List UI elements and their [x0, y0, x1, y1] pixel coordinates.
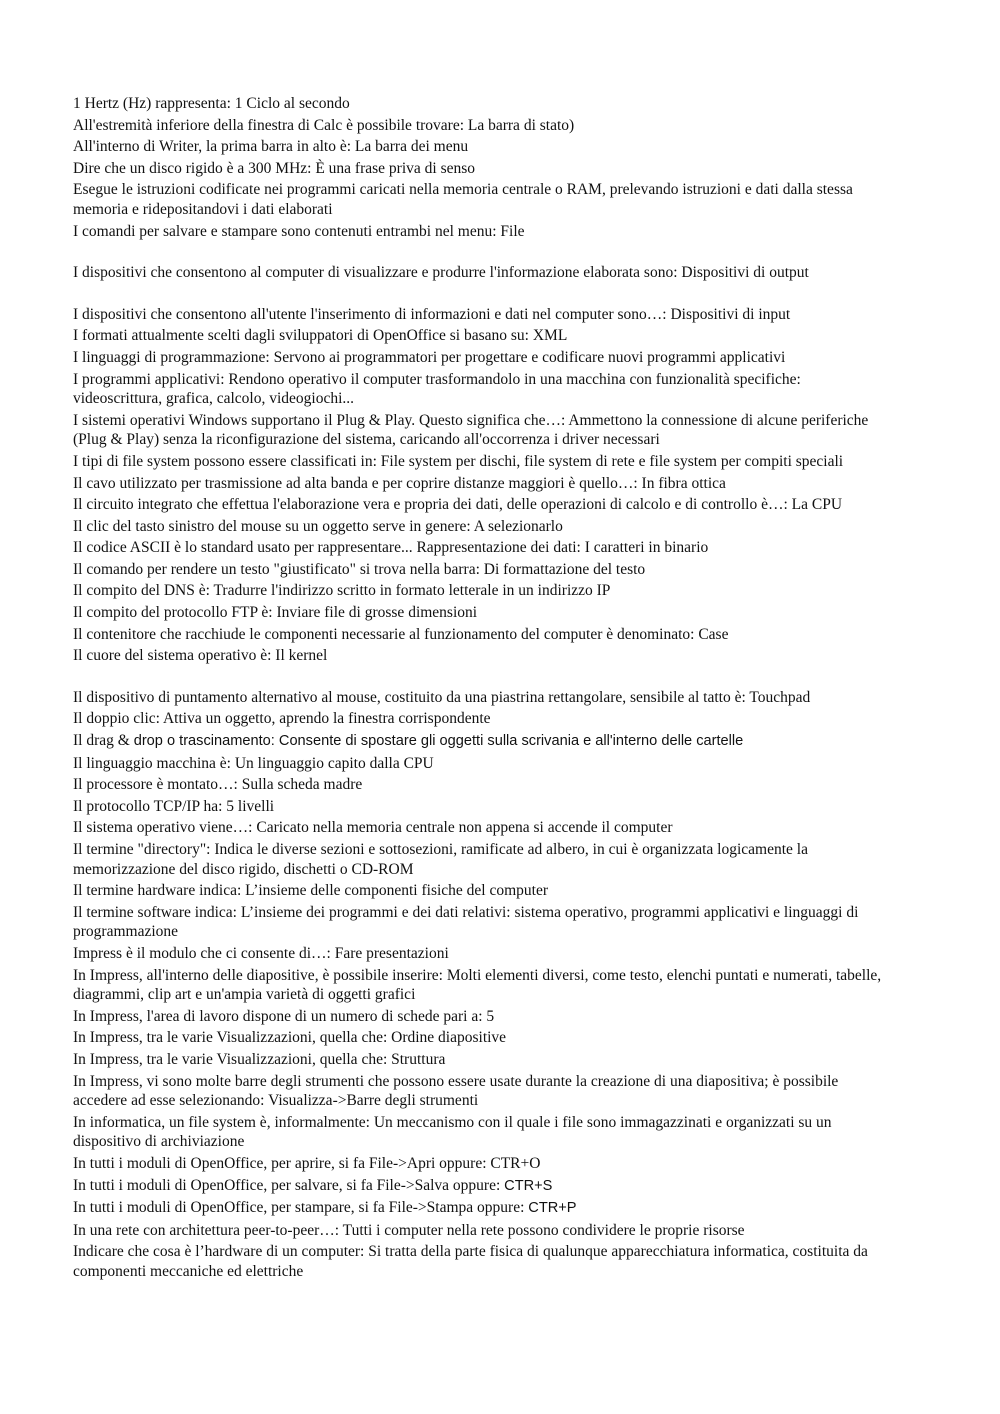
text-line: In informatica, un file system è, informalmente: Un meccanismo con il quale i file sono immagazzinati e organizzati su un dispositivo di archiviazione	[73, 1113, 832, 1151]
text-segment-sans: drop o trascinamento: Consente di spostare gli oggetti sulla scrivania e all'interno delle cartelle	[133, 733, 744, 750]
text-line: Il processore è montato…: Sulla scheda madre	[73, 776, 363, 794]
text-line: In Impress, tra le varie Visualizzazioni, quella che: Struttura	[73, 1050, 446, 1068]
text-line: In Impress, all'interno delle diapositive, è possibile inserire: Molti elementi diversi, come testo, elenchi puntati e numerati, tabelle, diagrammi, clip art e un'ampia varietà di oggetti grafici	[73, 966, 882, 1004]
text-line: In una rete con architettura peer-to-peer…: Tutti i computer nella rete possono condividere le proprie risorse	[73, 1221, 745, 1239]
text-line: Il cuore del sistema operativo è: Il kernel	[73, 647, 328, 665]
text-line	[73, 731, 883, 752]
text-line: Il protocollo TCP/IP ha: 5 livelli	[73, 797, 275, 815]
text-line	[73, 1176, 883, 1197]
text-segment: In tutti i moduli di OpenOffice, per stampare, si fa File->Stampa oppure:	[73, 1199, 529, 1217]
text-segment: Il drag &	[73, 732, 134, 750]
text-line: Il clic del tasto sinistro del mouse su un oggetto serve in genere: A selezionarlo	[73, 517, 563, 535]
text-line: All'interno di Writer, la prima barra in alto è: La barra dei menu	[73, 138, 469, 156]
text-line: Impress è il modulo che ci consente di…: Fare presentazioni	[73, 944, 449, 962]
shortcut-text: CTR+P	[528, 1200, 577, 1217]
text-line: Il comando per rendere un testo "giustificato" si trova nella barra: Di formattazione del testo	[73, 560, 646, 578]
text-line: In Impress, vi sono molte barre degli strumenti che possono essere usate durante la creazione di una diapositiva; è possibile accedere ad esse selezionando: Visualizza->Barre degli strumenti	[73, 1072, 839, 1110]
text-line: I tipi di file system possono essere classificati in: File system per dischi, file system di rete e file system per compiti speciali	[73, 452, 844, 470]
text-line: In Impress, tra le varie Visualizzazioni, quella che: Ordine diapositive	[73, 1029, 507, 1047]
text-line: I dispositivi che consentono al computer di visualizzare e produrre l'informazione elaborata sono: Dispositivi di output	[73, 264, 809, 282]
text-line: Il contenitore che racchiude le componenti necessarie al funzionamento del computer è denominato: Case	[73, 625, 729, 643]
text-line: Dire che un disco rigido è a 300 MHz: È una frase priva di senso	[73, 159, 476, 177]
text-line: Il termine hardware indica: L’insieme delle componenti fisiche del computer	[73, 882, 549, 900]
text-line: Il termine "directory": Indica le diverse sezioni e sottosezioni, ramificate ad albero, in cui è organizzata logicamente la memorizzazione del disco rigido, dischetti o CD-ROM	[73, 841, 808, 878]
text-line: In Impress, l'area di lavoro dispone di un numero di schede pari a: 5	[73, 1007, 495, 1025]
text-line: I formati attualmente scelti dagli sviluppatori di OpenOffice si basano su: XML	[73, 327, 568, 345]
text-line: All'estremità inferiore della finestra di Calc è possibile trovare: La barra di stato)	[73, 116, 575, 134]
text-line: I programmi applicativi: Rendono operativo il computer trasformandolo in una macchina con funzionalità specifiche: videoscrittura, grafica, calcolo, videogiochi...	[73, 370, 801, 408]
text-line: Il codice ASCII è lo standard usato per rappresentare... Rappresentazione dei dati: I caratteri in binario	[73, 539, 709, 557]
text-line: 1 Hertz (Hz) rappresenta: 1 Ciclo al secondo	[73, 95, 350, 112]
text-line: I comandi per salvare e stampare sono contenuti entrambi nel menu: File	[73, 222, 525, 240]
text-line: Il sistema operativo viene…: Caricato nella memoria centrale non appena si accende il computer	[73, 819, 673, 837]
shortcut-text: CTR+S	[504, 1177, 553, 1194]
text-line: Il dispositivo di puntamento alternativo al mouse, costituito da una piastrina rettangolare, sensibile al tatto è: Touchpad	[73, 688, 811, 706]
text-line: I dispositivi che consentono all'utente l'inserimento di informazioni e dati nel computer sono…: Dispositivi di input	[73, 305, 791, 323]
document-page	[73, 94, 883, 1283]
text-line: I linguaggi di programmazione: Servono ai programmatori per progettare e codificare nuovi programmi applicativi	[73, 348, 786, 366]
text-line: Il compito del protocollo FTP è: Inviare file di grosse dimensioni	[73, 604, 478, 622]
text-segment: In tutti i moduli di OpenOffice, per salvare, si fa File->Salva oppure:	[73, 1176, 505, 1194]
text-line: Il cavo utilizzato per trasmissione ad alta banda e per coprire distanze maggiori è quello…: In fibra ottica	[73, 474, 726, 492]
text-line: Il compito del DNS è: Tradurre l'indirizzo scritto in formato letterale in un indirizzo IP	[73, 582, 611, 600]
text-line: Il termine software indica: L’insieme dei programmi e dei dati relativi: sistema operativo, programmi applicativi e linguaggi di programmazione	[73, 903, 859, 941]
text-line: Il circuito integrato che effettua l'elaborazione vera e propria dei dati, delle operazioni di calcolo e di controllo è…: La CPU	[73, 496, 843, 514]
text-line	[73, 1198, 883, 1219]
text-line: Il linguaggio macchina è: Un linguaggio capito dalla CPU	[73, 754, 434, 772]
text-line: In tutti i moduli di OpenOffice, per aprire, si fa File->Apri oppure: CTR+O	[73, 1154, 541, 1172]
text-line: Indicare che cosa è l’hardware di un computer: Si tratta della parte fisica di qualunque apparecchiatura informatica, costituita da componenti meccaniche ed elettriche	[73, 1243, 868, 1280]
text-line: I sistemi operativi Windows supportano il Plug & Play. Questo significa che…: Ammettono la connessione di alcune periferiche (Plug & Play) senza la riconfigurazione del sistema, caricando all'occorrenza i driver necessari	[73, 411, 869, 449]
text-line: Esegue le istruzioni codificate nei programmi caricati nella memoria centrale o RAM, prelevando istruzioni e dati dalla stessa memoria e ridepositandovi i dati elaborati	[73, 181, 853, 218]
text-line: Il doppio clic: Attiva un oggetto, aprendo la finestra corrispondente	[73, 710, 491, 728]
